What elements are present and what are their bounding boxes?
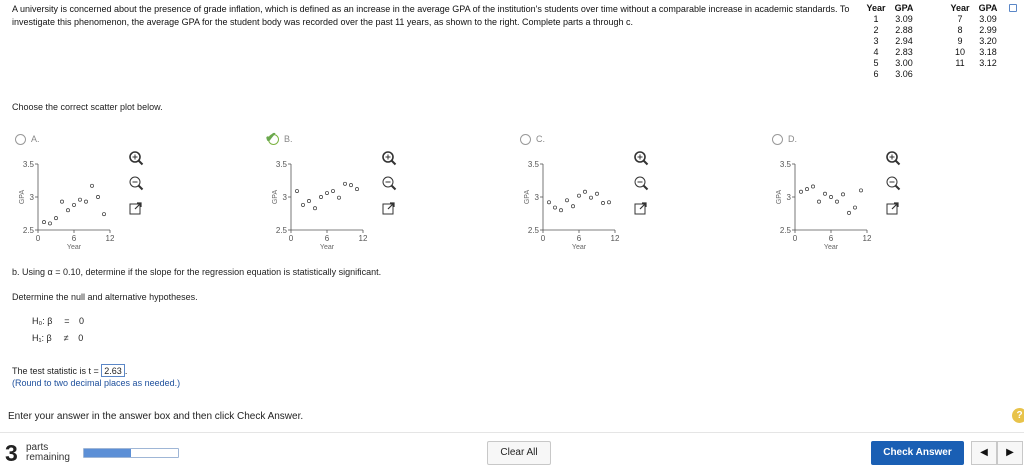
- choice-b[interactable]: [265, 129, 415, 253]
- choice-c[interactable]: [517, 133, 667, 253]
- pop-out-icon[interactable]: [633, 201, 649, 217]
- x-tick-label: 0: [288, 234, 294, 243]
- instruction-text: Enter your answer in the answer box and then click Check Answer.: [8, 411, 304, 422]
- h1-operator-select[interactable]: ≠: [63, 333, 69, 343]
- y-tick-label: 3: [786, 193, 791, 202]
- data-point: [90, 184, 93, 187]
- data-point: [313, 207, 316, 210]
- prev-button[interactable]: ◀: [971, 441, 997, 465]
- table-row: 8 2.99: [957, 25, 997, 35]
- data-point: [565, 199, 568, 202]
- data-point: [72, 203, 75, 206]
- data-point: [847, 211, 850, 214]
- y-tick-label: 3.5: [22, 160, 34, 169]
- zoom-out-icon[interactable]: [885, 175, 901, 191]
- data-point: [829, 195, 832, 198]
- data-point: [841, 193, 844, 196]
- data-point: [601, 201, 604, 204]
- table-row: 7 3.09: [957, 14, 997, 24]
- table-row: 9 3.20: [957, 36, 997, 46]
- y-axis-label: GPA: [776, 189, 783, 205]
- x-axis-label: Year: [823, 244, 839, 251]
- data-point: [553, 206, 556, 209]
- data-point: [607, 201, 610, 204]
- data-point: [343, 182, 346, 185]
- progress-fill: [84, 449, 131, 457]
- table-row: 5 3.00: [873, 58, 913, 68]
- data-point: [301, 203, 304, 206]
- y-tick-label: 2.5: [779, 226, 791, 235]
- table-row: 1 3.09: [873, 14, 913, 24]
- data-point: [295, 189, 298, 192]
- choice-d[interactable]: [769, 133, 919, 253]
- choice-letter: A.: [31, 134, 40, 144]
- data-point: [805, 187, 808, 190]
- check-answer-button[interactable]: Check Answer: [871, 441, 964, 465]
- progress-bar: [83, 448, 179, 458]
- radio-button[interactable]: [15, 134, 26, 145]
- x-tick-label: 12: [105, 234, 115, 243]
- footer-divider: [0, 432, 1024, 433]
- data-point: [325, 191, 328, 194]
- table-row: 6 3.06: [873, 69, 913, 79]
- h1-value[interactable]: 0: [78, 333, 84, 343]
- data-point: [817, 200, 820, 203]
- data-point: [84, 200, 87, 203]
- data-table-left: [863, 3, 919, 80]
- table-header-gpa: GPA: [894, 3, 914, 13]
- data-point: [589, 196, 592, 199]
- zoom-in-icon[interactable]: [128, 150, 144, 166]
- y-tick-label: 3.5: [527, 160, 539, 169]
- choice-letter: D.: [788, 134, 797, 144]
- data-point: [307, 199, 310, 202]
- x-tick-label: 6: [576, 234, 582, 243]
- h0-operator-select[interactable]: =: [64, 316, 70, 326]
- data-point: [66, 209, 69, 212]
- pop-out-icon[interactable]: [381, 201, 397, 217]
- y-tick-label: 2.5: [275, 226, 287, 235]
- y-axis-label: GPA: [524, 189, 531, 205]
- x-tick-label: 0: [35, 234, 41, 243]
- data-point: [349, 184, 352, 187]
- x-tick-label: 0: [792, 234, 798, 243]
- data-point: [583, 190, 586, 193]
- h0-label: H₀: β: [32, 316, 53, 326]
- null-hypothesis: [32, 316, 87, 326]
- data-point: [835, 200, 838, 203]
- choice-letter: B.: [284, 134, 293, 144]
- data-point: [853, 206, 856, 209]
- test-statistic-label: The test statistic is t =: [12, 366, 99, 376]
- radio-button[interactable]: [520, 134, 531, 145]
- radio-button[interactable]: [772, 134, 783, 145]
- choice-a[interactable]: [12, 133, 162, 253]
- data-point: [331, 189, 334, 192]
- data-point: [60, 200, 63, 203]
- x-axis-label: Year: [66, 244, 82, 251]
- data-point: [78, 198, 81, 201]
- data-point: [102, 213, 105, 216]
- zoom-out-icon[interactable]: [128, 175, 144, 191]
- data-point: [571, 205, 574, 208]
- clear-all-button[interactable]: Clear All: [487, 441, 551, 465]
- test-statistic-input[interactable]: 2.63: [101, 364, 125, 377]
- y-tick-label: 3.5: [779, 160, 791, 169]
- x-tick-label: 12: [862, 234, 872, 243]
- y-axis-label: GPA: [19, 189, 26, 205]
- table-row: 3 2.94: [873, 36, 913, 46]
- table-row: 11 3.12: [955, 58, 997, 68]
- x-tick-label: 12: [610, 234, 620, 243]
- pop-out-icon[interactable]: [128, 201, 144, 217]
- problem-statement: A university is concerned about the presence of grade inflation, which is defined as an increase in the average GPA of the institution's students over time without a comparable increase in academic standards. To investigate this phenomenon, the average GPA for the student body was recorded over the past 11 years, as shown to the right. Complete parts a through c.: [12, 4, 850, 27]
- y-axis-label: GPA: [272, 189, 279, 205]
- checkmark-icon: ✔: [265, 129, 277, 145]
- data-point: [42, 220, 45, 223]
- y-tick-label: 2.5: [22, 226, 34, 235]
- data-point: [799, 190, 802, 193]
- alt-hypothesis: [32, 333, 87, 343]
- data-point: [337, 196, 340, 199]
- x-axis-label: Year: [319, 244, 335, 251]
- round-note: (Round to two decimal places as needed.): [12, 378, 181, 388]
- data-point: [54, 217, 57, 220]
- table-row: 2 2.88: [873, 25, 913, 35]
- copy-data-icon[interactable]: [1009, 4, 1017, 12]
- data-point: [823, 192, 826, 195]
- data-point: [577, 194, 580, 197]
- x-tick-label: 6: [828, 234, 834, 243]
- next-button[interactable]: ▶: [997, 441, 1023, 465]
- x-tick-label: 0: [540, 234, 546, 243]
- y-tick-label: 3: [29, 193, 34, 202]
- choose-prompt: Choose the correct scatter plot below.: [12, 102, 163, 112]
- test-statistic-line: [12, 364, 127, 377]
- table-row: 10 3.18: [954, 47, 997, 57]
- data-point: [859, 189, 862, 192]
- zoom-in-icon[interactable]: [885, 150, 901, 166]
- data-point: [355, 187, 358, 190]
- data-point: [559, 209, 562, 212]
- x-tick-label: 12: [358, 234, 368, 243]
- x-axis-label: Year: [571, 244, 587, 251]
- pop-out-icon[interactable]: [885, 201, 901, 217]
- table-header-year: Year: [866, 3, 886, 13]
- x-tick-label: 6: [71, 234, 77, 243]
- y-tick-label: 3: [282, 193, 287, 202]
- choice-letter: C.: [536, 134, 545, 144]
- table-header-gpa: GPA: [978, 3, 998, 13]
- y-tick-label: 3.5: [275, 160, 287, 169]
- data-point: [547, 201, 550, 204]
- y-tick-label: 3: [534, 193, 539, 202]
- hypotheses-prompt: Determine the null and alternative hypotheses.: [12, 292, 198, 302]
- h1-label: H₁: β: [32, 333, 52, 343]
- data-point: [96, 195, 99, 198]
- data-point: [319, 195, 322, 198]
- data-point: [595, 192, 598, 195]
- data-table-right: [947, 3, 1003, 69]
- y-tick-label: 2.5: [527, 226, 539, 235]
- zoom-out-icon[interactable]: [381, 175, 397, 191]
- parts-remaining-count: 3: [5, 440, 18, 466]
- help-icon[interactable]: ?: [1012, 408, 1024, 423]
- x-tick-label: 6: [324, 234, 330, 243]
- part-b-prompt: b. Using α = 0.10, determine if the slope for the regression equation is statistically significant.: [12, 267, 382, 277]
- table-row: 4 2.83: [873, 47, 913, 57]
- h0-value[interactable]: 0: [78, 316, 84, 326]
- table-header-year: Year: [950, 3, 970, 13]
- zoom-in-icon[interactable]: [381, 150, 397, 166]
- zoom-out-icon[interactable]: [633, 175, 649, 191]
- data-point: [48, 222, 51, 225]
- zoom-in-icon[interactable]: [633, 150, 649, 166]
- period: .: [124, 366, 128, 376]
- parts-remaining-label: parts remaining: [26, 442, 70, 463]
- data-point: [811, 185, 814, 188]
